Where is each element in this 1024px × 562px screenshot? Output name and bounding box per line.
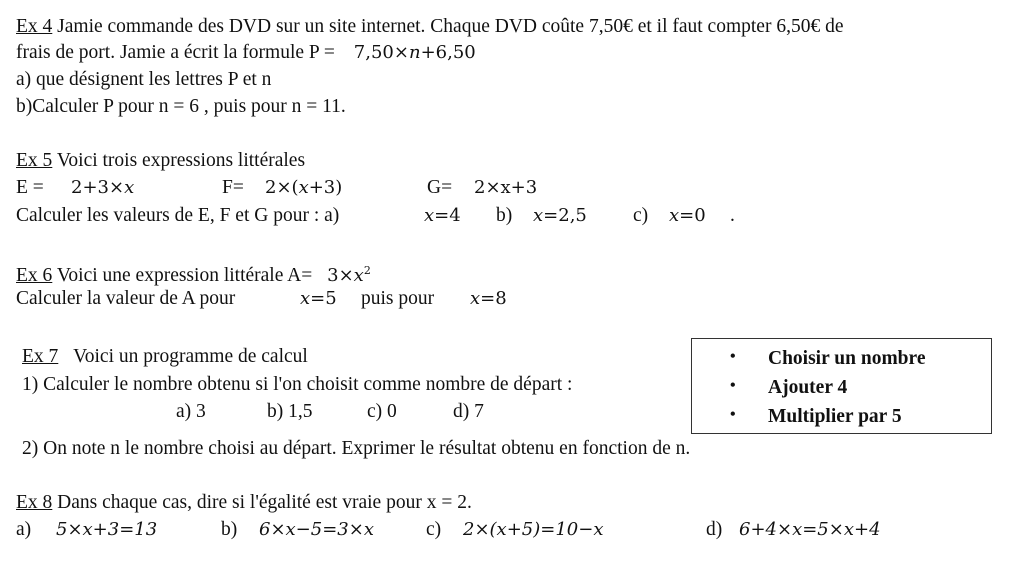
ex7-question-1: 1) Calculer le nombre obtenu si l'on choisit comme nombre de départ : bbox=[22, 374, 573, 395]
ex4-line1 bbox=[16, 16, 843, 38]
ex8-d-label: d) bbox=[706, 519, 723, 540]
ex6-value-1 bbox=[300, 288, 337, 310]
ex6-value-2 bbox=[470, 288, 507, 310]
bullet-icon: • bbox=[730, 406, 736, 423]
ex8-c-label: c) bbox=[426, 519, 442, 540]
ex4-formula bbox=[354, 42, 476, 63]
ex5-value-b bbox=[533, 205, 587, 227]
ex4-question-b: b)Calculer P pour n = 6 , puis pour n = 11. bbox=[16, 96, 346, 117]
ex4-line2 bbox=[16, 42, 476, 64]
ex6-expr bbox=[327, 265, 371, 286]
ex7-choice-c: c) 0 bbox=[367, 401, 397, 422]
bullet-icon: • bbox=[730, 348, 736, 365]
program-step-1-text: Choisir un nombre bbox=[768, 348, 926, 369]
ex6-calc-a: Calculer la valeur de A pour bbox=[16, 288, 236, 309]
ex5-a-val: =4 bbox=[434, 205, 461, 226]
ex6-number: Ex 6 bbox=[16, 265, 53, 286]
ex4-formula-const: +6,50 bbox=[420, 42, 476, 63]
ex6-v1-var: x bbox=[300, 288, 311, 309]
ex5-f-expr-part2: +3) bbox=[308, 177, 343, 198]
ex5-end: . bbox=[730, 205, 735, 226]
ex5-e-label: E = bbox=[16, 177, 44, 198]
ex4-text2: frais de port. Jamie a écrit la formule P = bbox=[16, 42, 335, 63]
ex5-f-var: x bbox=[298, 177, 309, 198]
ex5-b-val: =2,5 bbox=[543, 205, 587, 226]
ex5-a-var: x bbox=[424, 205, 435, 226]
ex5-b-label: b) bbox=[496, 205, 513, 226]
ex8-intro: Dans chaque cas, dire si l'égalité est vraie pour x = 2. bbox=[57, 492, 472, 513]
ex6-v2-var: x bbox=[470, 288, 481, 309]
program-step-3-text: Multiplier par 5 bbox=[768, 406, 902, 427]
ex4-formula-var: n bbox=[408, 42, 421, 63]
ex8-number: Ex 8 bbox=[16, 492, 53, 513]
ex8-c-expr: 2×(x+5)=10−x bbox=[463, 519, 604, 540]
ex5-c-val: =0 bbox=[679, 205, 706, 226]
ex4-question-a: a) que désignent les lettres P et n bbox=[16, 69, 272, 90]
ex5-value-a bbox=[424, 205, 461, 227]
ex8-a-label: a) bbox=[16, 519, 32, 540]
ex7-choice-a: a) 3 bbox=[176, 401, 206, 422]
program-box bbox=[691, 338, 992, 434]
ex7-choice-d: d) 7 bbox=[453, 401, 484, 422]
ex8-line1 bbox=[16, 492, 472, 514]
ex5-g-label: G= bbox=[427, 177, 453, 198]
ex7-line1 bbox=[22, 346, 308, 368]
program-step-2-text: Ajouter 4 bbox=[768, 377, 848, 398]
ex6-line1 bbox=[16, 260, 371, 287]
ex5-value-c bbox=[669, 205, 706, 227]
ex8-d-expr: 6+4×x=5×x+4 bbox=[739, 519, 881, 540]
ex5-f-expr bbox=[265, 177, 342, 199]
ex5-f-expr-part1: 2×( bbox=[265, 177, 299, 198]
ex7-number: Ex 7 bbox=[22, 346, 59, 367]
ex7-choices bbox=[0, 401, 690, 425]
ex6-intro: Voici une expression littérale A= bbox=[56, 265, 313, 286]
ex4-text1: Jamie commande des DVD sur un site internet. Chaque DVD coûte 7,50€ et il faut compter 6,50€ de bbox=[57, 16, 844, 37]
ex5-calc-line bbox=[16, 205, 1016, 229]
ex5-calc: Calculer les valeurs de E, F et G pour : a) bbox=[16, 205, 340, 226]
ex5-e-expr-part: 2+3× bbox=[71, 177, 125, 198]
ex8-a-expr: 5×x+3=13 bbox=[56, 519, 158, 540]
ex5-intro: Voici trois expressions littérales bbox=[56, 150, 306, 171]
ex5-e-var: x bbox=[124, 177, 135, 198]
ex5-c-var: x bbox=[669, 205, 680, 226]
ex5-c-label: c) bbox=[633, 205, 649, 226]
ex7-intro: Voici un programme de calcul bbox=[73, 346, 308, 367]
ex7-choice-b: b) 1,5 bbox=[267, 401, 313, 422]
ex6-exponent: 2 bbox=[363, 264, 371, 277]
ex6-expr-coef: 3× bbox=[327, 265, 354, 286]
ex4-formula-coef: 7,50× bbox=[353, 42, 409, 63]
ex4-number: Ex 4 bbox=[16, 16, 53, 37]
ex8-items bbox=[16, 519, 1016, 543]
ex6-v1: =5 bbox=[310, 288, 337, 309]
ex8-b-label: b) bbox=[221, 519, 238, 540]
ex5-g-expr: 2×x+3 bbox=[474, 177, 538, 198]
ex6-line2 bbox=[16, 288, 1016, 312]
ex7-question-2: 2) On note n le nombre choisi au départ. Exprimer le résultat obtenu en fonction de n. bbox=[22, 438, 691, 459]
ex5-b-var: x bbox=[533, 205, 544, 226]
ex5-line1 bbox=[16, 150, 305, 172]
ex5-f-label: F= bbox=[222, 177, 244, 198]
ex6-expr-var: x bbox=[353, 265, 364, 286]
bullet-icon: • bbox=[730, 377, 736, 394]
ex8-b-expr: 6×x−5=3×x bbox=[259, 519, 374, 540]
ex6-calc-b: puis pour bbox=[361, 288, 435, 309]
ex5-expressions bbox=[16, 177, 1016, 201]
ex6-v2: =8 bbox=[480, 288, 507, 309]
ex5-number: Ex 5 bbox=[16, 150, 53, 171]
ex5-e-expr bbox=[71, 177, 134, 199]
